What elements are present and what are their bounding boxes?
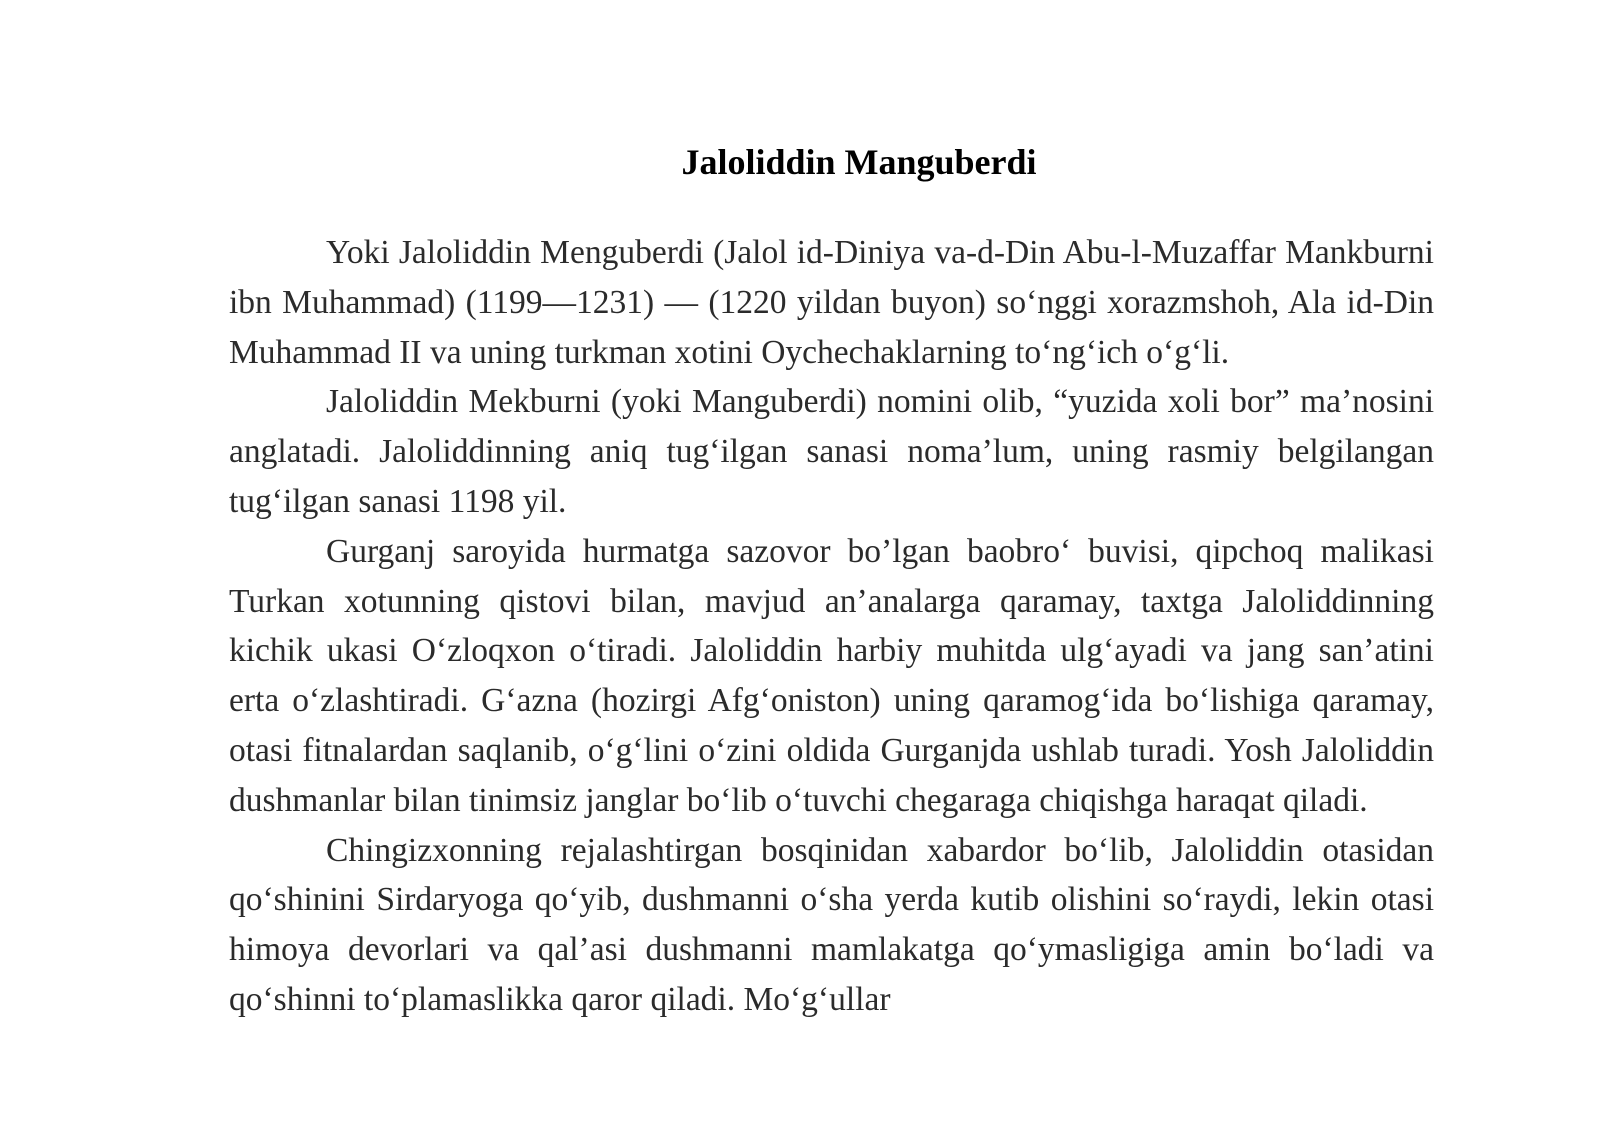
paragraph-4: Chingizxonning rejalashtirgan bosqinidan xabardor bo‘lib, Jaloliddin otasidan qo‘shinini Sirdaryoga qo‘yib, dushmanni o‘sha yerda kutib olishini so‘raydi, lekin otasi himoya devorlari va qal’asi dushmanni mamlakatga qo‘ymasligiga amin bo‘ladi va qo‘shinni to‘plamaslikka qaror qiladi. Mo‘g‘ullar <box>229 831 1434 1018</box>
paragraph-1: Yoki Jaloliddin Menguberdi (Jalol id-Diniya va-d-Din Abu-l-Muzaffar Mankburni ibn Muhammad) (1199—1231) — (1220 yildan buyon) so‘nggi xorazmshoh, Ala id-Din Muhammad II va uning turkman xotini Oychechaklarning to‘ng‘ich o‘g‘li. <box>229 234 1434 371</box>
document-title: Jaloliddin Manguberdi <box>681 142 1037 182</box>
paragraph-2: Jaloliddin Mekburni (yoki Manguberdi) nomini olib, “yuzida xoli bor” ma’nosini anglatadi. Jaloliddinning aniq tug‘ilgan sanasi noma’lum, uning rasmiy belgilangan tug‘ilgan sanasi 1198 yil. <box>229 383 1434 520</box>
paragraph-3: Gurganj saroyida hurmatga sazovor bo’lgan baobro‘ buvisi, qipchoq malikasi Turkan xotunning qistovi bilan, mavjud an’analarga qaramay, taxtga Jaloliddinning kichik ukasi O‘zloqxon o‘tiradi. Jaloliddin harbiy muhitda ulg‘ayadi va jang san’atini erta o‘zlashtiradi. G‘azna (hozirgi Afg‘oniston) uning qaramog‘ida bo‘lishiga qaramay, otasi fitnalardan saqlanib, o‘g‘lini o‘zini oldida Gurganjda ushlab turadi. Yosh Jaloliddin dushmanlar bilan tinimsiz janglar bo‘lib o‘tuvchi chegaraga chiqishga haraqat qiladi. <box>229 532 1434 819</box>
document-body <box>229 228 1434 1025</box>
